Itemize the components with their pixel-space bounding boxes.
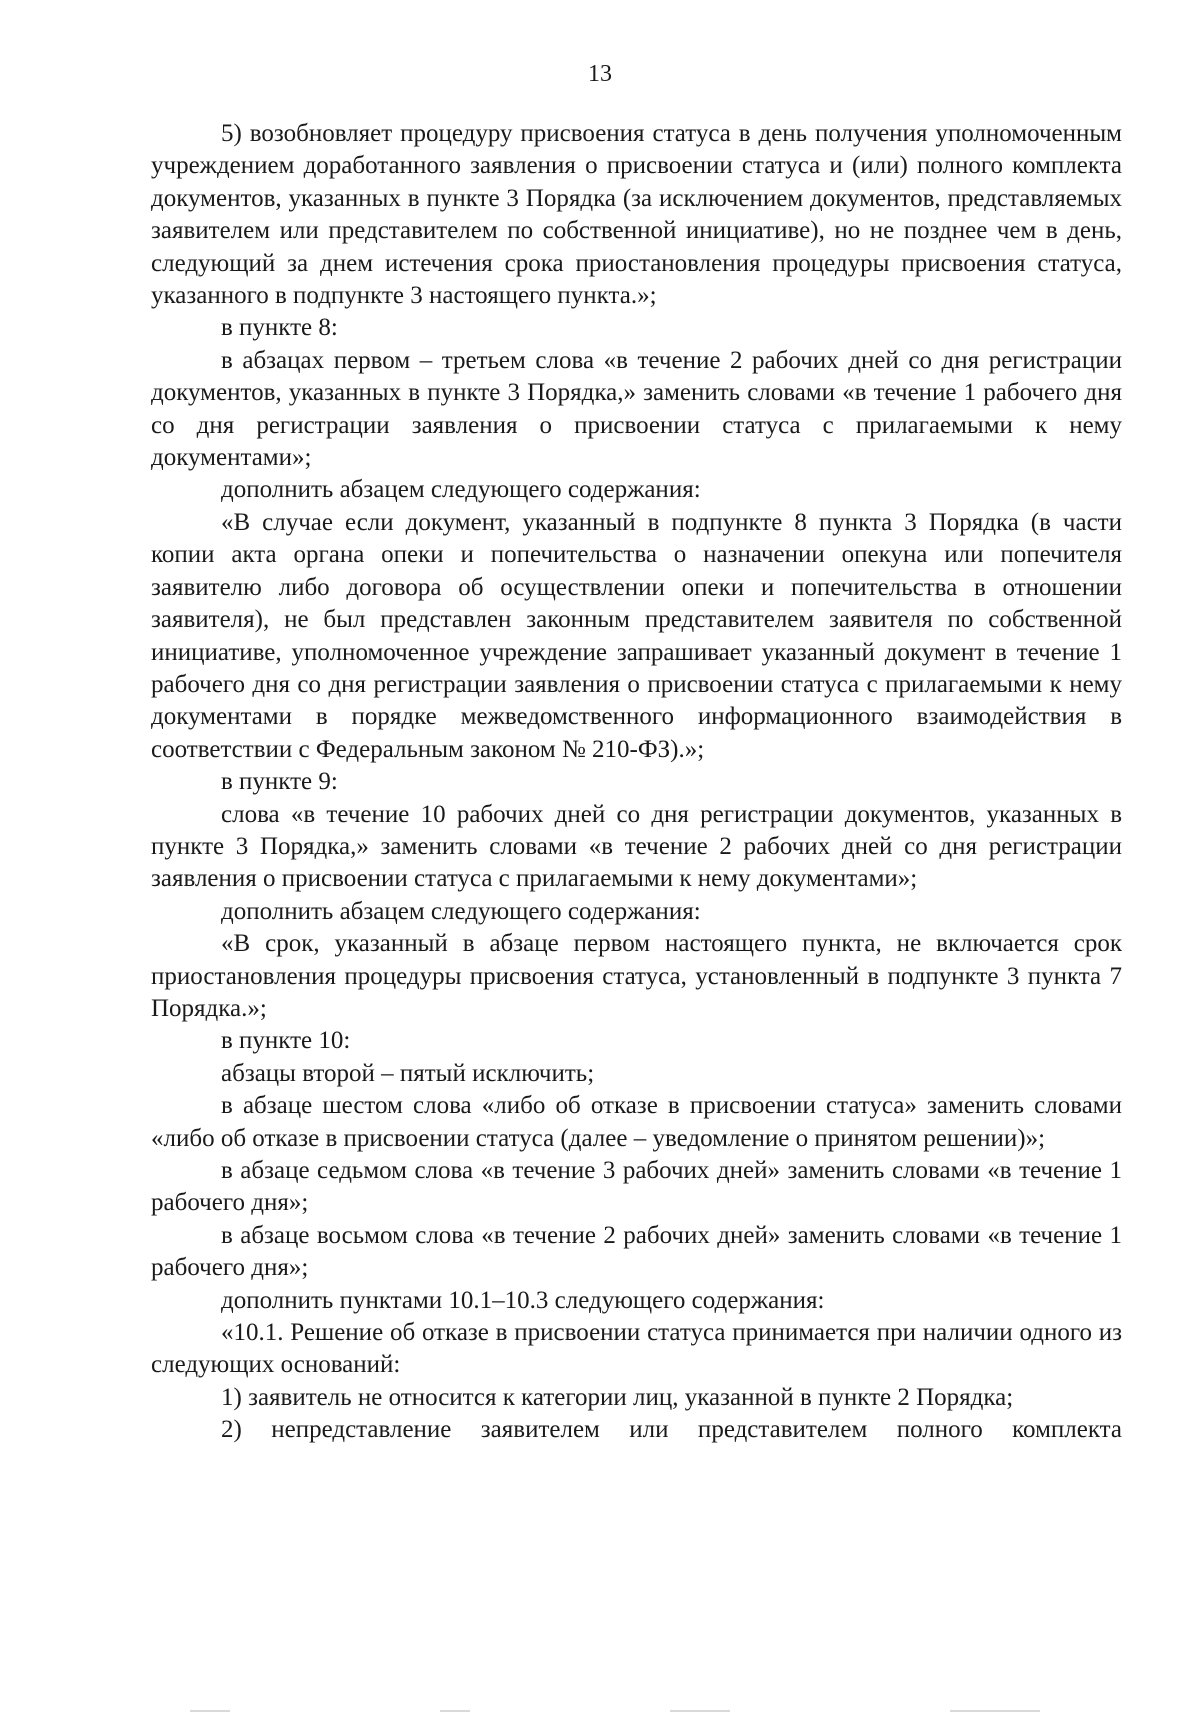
paragraph-clause-10-exclude: абзацы второй – пятый исключить; — [221, 1059, 595, 1087]
paragraph-clause-10-seventh: в абзаце седьмом слова «в течение 3 рабочих дней» заменить словами «в течение 1 рабочего дня»; — [151, 1157, 1122, 1217]
paragraph-clause-9-replace: слова «в течение 10 рабочих дней со дня регистрации документов, указанных в пункте 3 Порядка,» заменить словами «в течение 2 рабочих дней со дня регистрации заявления о присвоении статуса с прилагаемыми к нему документами»; — [151, 800, 1122, 893]
paragraph-clause-9-supplement: дополнить абзацем следующего содержания: — [221, 897, 701, 925]
paragraph-clause-10-eighth: в абзаце восьмом слова «в течение 2 рабочих дней» заменить словами «в течение 1 рабочего дня»; — [151, 1221, 1122, 1282]
paragraph-item-5-resume-procedure: 5) возобновляет процедуру присвоения статуса в день получения уполномоченным учреждением доработанного заявления о присвоении статуса и (или) полного комплекта документов, указанных в пункте 3 Порядка (за исключением документов, представляемых заявителем или представителем по собственной инициативе), но не позднее чем в день, следующий за днем истечения срока приостановления процедуры присвоения статуса, указанного в подпункте 3 настоящего пункта.»; — [151, 120, 1122, 310]
paragraph-clause-9-heading: в пункте 9: — [221, 768, 338, 796]
paragraph-clause-10-heading: в пункте 10: — [221, 1027, 351, 1055]
paragraph-clause-8-replace: в абзацах первом – третьем слова «в течение 2 рабочих дней со дня регистрации документов, указанных в пункте 3 Порядка,» заменить словами «в течение 1 рабочего дня со дня регистрации заявления о присвоении статуса с прилагаемыми к нему документами»; — [151, 346, 1122, 472]
paragraph-clause-8-new-text: «В случае если документ, указанный в подпункте 8 пункта 3 Порядка (в части копии акта органа опеки и попечительства о назначении опекуна или попечителя заявителю либо договора об осуществлении опеки и попечительства в отношении заявителя), не был представлен законным представителем заявителя по собственной инициативе, уполномоченное учреждение запрашивает указанный документ в течение 1 рабочего дня со дня регистрации заявления о присвоении статуса с прилагаемыми к нему документами в порядке межведомственного информационного взаимодействия в соответствии с Федеральным законом № 210-ФЗ).»; — [151, 508, 1122, 763]
paragraph-clause-8-heading: в пункте 8: — [221, 314, 338, 342]
scan-edge-artifact — [150, 1710, 1080, 1713]
paragraph-clause-8-supplement: дополнить абзацем следующего содержания: — [221, 476, 701, 504]
page-number: 13 — [588, 61, 612, 87]
paragraph-10-1-ground-2: 2) непредставление заявителем или представителем полного комплекта — [221, 1416, 1122, 1444]
paragraph-10-1-refusal: «10.1. Решение об отказе в присвоении статуса принимается при наличии одного из следующих оснований: — [151, 1319, 1122, 1379]
paragraph-clause-9-new-text: «В срок, указанный в абзаце первом настоящего пункта, не включается срок приостановления процедуры присвоения статуса, установленный в подпункте 3 пункта 7 Порядка.»; — [151, 930, 1122, 1022]
paragraph-10-1-ground-1: 1) заявитель не относится к категории лиц, указанной в пункте 2 Порядка; — [221, 1383, 1014, 1411]
paragraph-clause-10-supplement: дополнить пунктами 10.1–10.3 следующего содержания: — [221, 1286, 825, 1314]
paragraph-clause-10-sixth: в абзаце шестом слова «либо об отказе в присвоении статуса» заменить словами «либо об отказе в присвоении статуса (далее – уведомление о принятом решении)»; — [151, 1092, 1122, 1152]
document-body — [151, 118, 1122, 1447]
